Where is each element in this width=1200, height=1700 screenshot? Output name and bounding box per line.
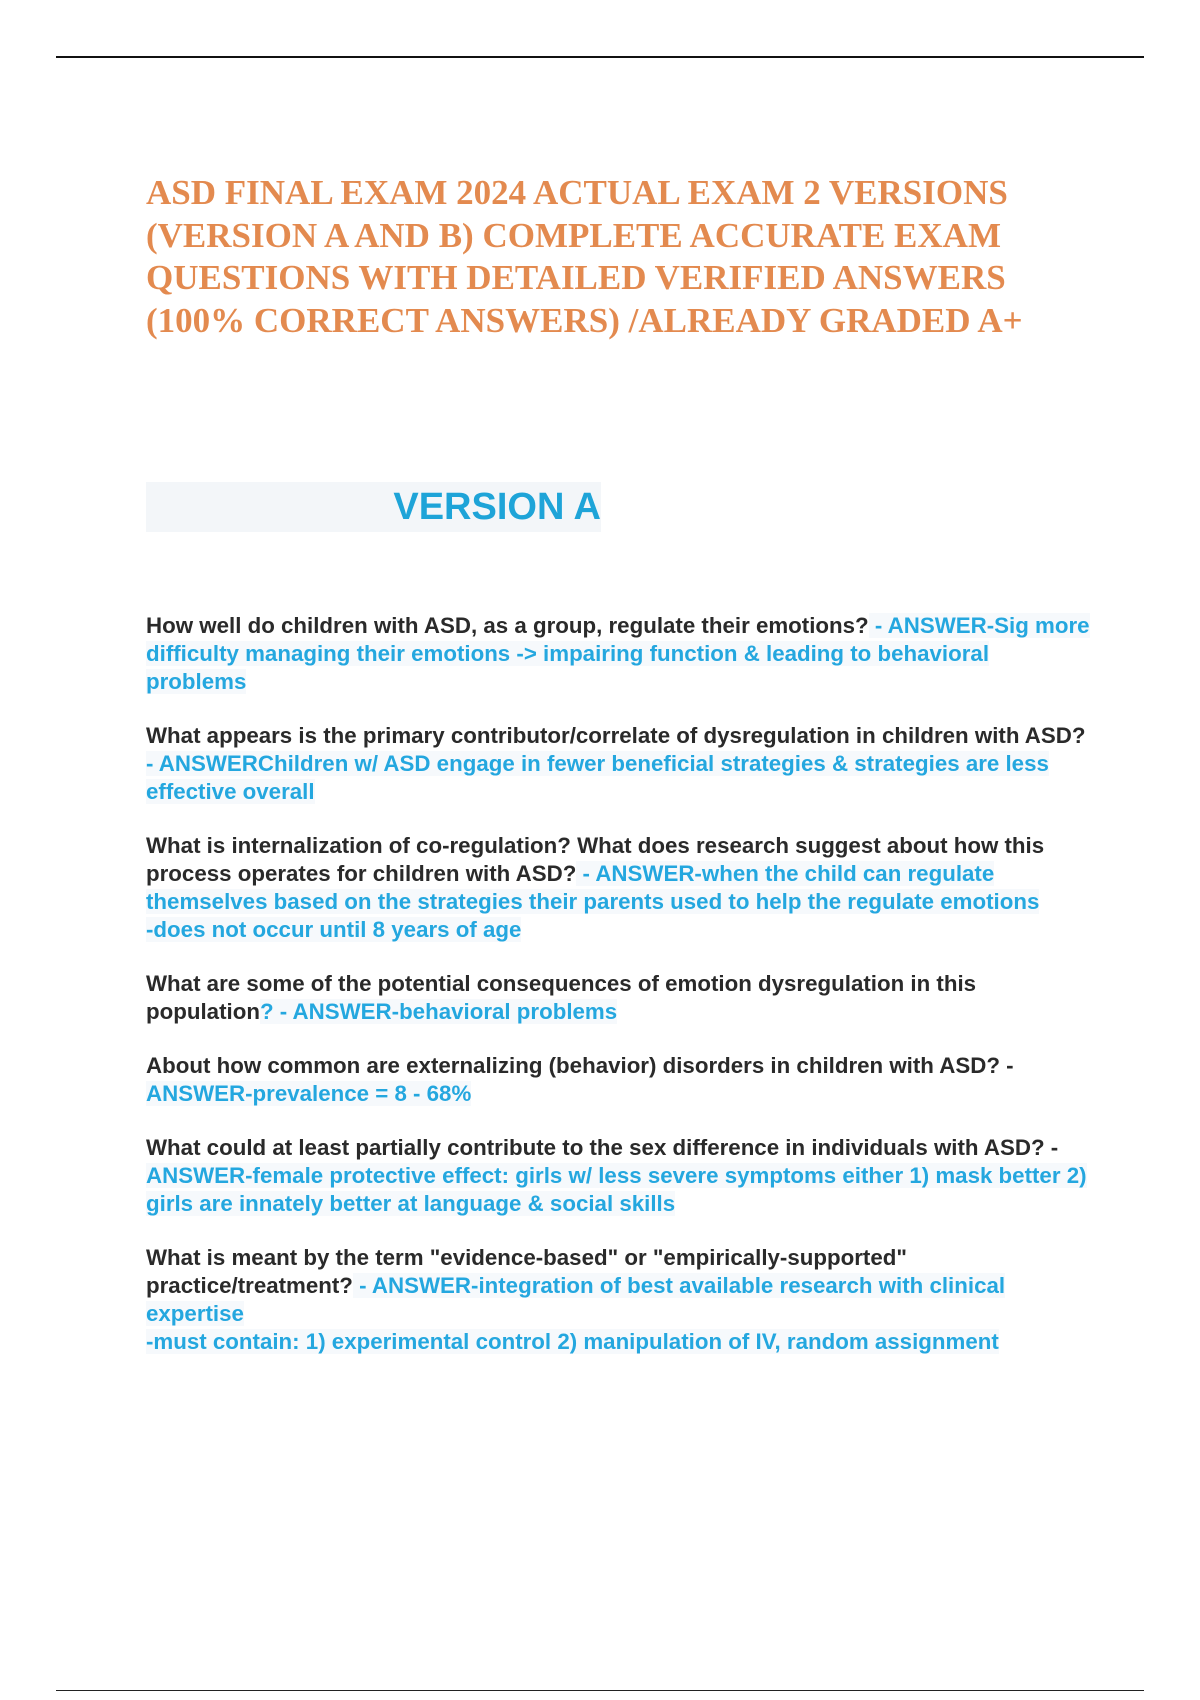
top-rule bbox=[56, 56, 1144, 58]
qa-item bbox=[146, 1134, 1091, 1218]
answer-text: - ANSWER-Sig more difficulty managing their emotions -> impairing function & leading to behavioral problems bbox=[146, 613, 1090, 694]
answer-text: - ANSWERChildren w/ ASD engage in fewer beneficial strategies & strategies are less effective overall bbox=[146, 751, 1049, 804]
version-heading-text: VERSION A bbox=[393, 486, 601, 528]
question-text: What is meant by the term "evidence-based" or "empirically-supported" practice/treatment? bbox=[146, 1245, 907, 1298]
qa-item bbox=[146, 1052, 1091, 1108]
answer-extra-text: -must contain: 1) experimental control 2) manipulation of IV, random assignment bbox=[146, 1329, 999, 1354]
answer-text: ? - ANSWER-behavioral problems bbox=[259, 999, 618, 1024]
answer-text: - ANSWER-integration of best available research with clinical expertise bbox=[146, 1273, 1006, 1326]
question-text: What appears is the primary contributor/correlate of dysregulation in children with ASD? bbox=[146, 723, 1086, 748]
qa-item bbox=[146, 722, 1091, 806]
qa-list bbox=[146, 612, 1091, 1382]
document-title: ASD FINAL EXAM 2024 ACTUAL EXAM 2 VERSIONS (VERSION A AND B) COMPLETE ACCURATE EXAM QUESTIONS WITH DETAILED VERIFIED ANSWERS (100% CORRECT ANSWERS) /ALREADY GRADED A+ bbox=[146, 173, 1023, 340]
answer-extra-line bbox=[146, 1328, 1091, 1356]
answer-text: - ANSWER-when the child can regulate themselves based on the strategies their parents used to help the regulate emotions bbox=[146, 861, 1040, 914]
answer-extra-line bbox=[146, 916, 1091, 944]
qa-item bbox=[146, 832, 1091, 944]
version-heading bbox=[146, 482, 601, 532]
question-text: How well do children with ASD, as a group, regulate their emotions? bbox=[146, 613, 869, 638]
question-text: About how common are externalizing (behavior) disorders in children with ASD? - bbox=[146, 1053, 1014, 1078]
qa-item bbox=[146, 970, 1091, 1026]
answer-extra-text: -does not occur until 8 years of age bbox=[146, 917, 522, 942]
qa-item bbox=[146, 612, 1091, 696]
bottom-rule bbox=[56, 1690, 1144, 1691]
question-text: What is internalization of co-regulation? What does research suggest about how this process operates for children with ASD? bbox=[146, 833, 1045, 886]
answer-text: ANSWER-female protective effect: girls w/ less severe symptoms either 1) mask better 2) girls are innately better at language & social skills bbox=[146, 1163, 1087, 1216]
question-text: What could at least partially contribute to the sex difference in individuals with ASD? - bbox=[146, 1135, 1059, 1160]
answer-text: ANSWER-prevalence = 8 - 68% bbox=[146, 1081, 472, 1106]
qa-item bbox=[146, 1244, 1091, 1356]
question-text: What are some of the potential consequences of emotion dysregulation in this population bbox=[146, 971, 977, 1024]
